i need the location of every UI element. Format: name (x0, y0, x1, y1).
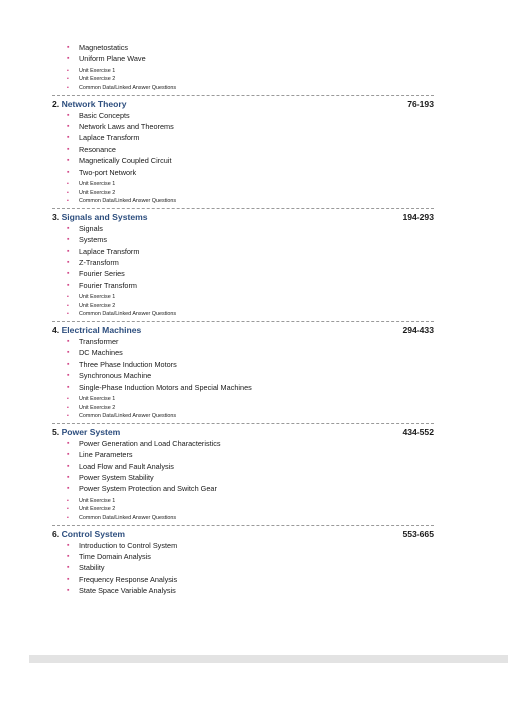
exercise-item[interactable] (67, 75, 434, 84)
chapter-title: Power System (61, 426, 121, 437)
topic-label: State Space Variable Analysis (79, 586, 176, 596)
topic-label: Magnetostatics (79, 43, 129, 52)
chapter-page-range: 553-665 (402, 528, 434, 539)
bullet-dot-icon: ▪ (67, 181, 69, 188)
topic-label: Network Laws and Theorems (79, 122, 174, 131)
bullet-dot-icon: ▪ (67, 485, 70, 493)
bullet-dot-icon: ▪ (67, 311, 69, 318)
chapter-section (52, 99, 434, 206)
chapter-topic-list (67, 110, 434, 178)
topic-item[interactable] (67, 257, 434, 268)
topic-item[interactable] (67, 359, 434, 370)
chapter-topic-list (67, 336, 434, 393)
bullet-dot-icon: ▪ (67, 338, 70, 346)
bullet-dot-icon: ▪ (67, 123, 70, 130)
topic-item[interactable] (67, 132, 434, 143)
exercise-label: Unit Exercise 1 (79, 181, 116, 188)
exercise-item[interactable] (67, 412, 434, 421)
topic-label: Fourier Transform (79, 280, 137, 290)
topic-label: Three Phase Induction Motors (79, 359, 177, 369)
chapter-topic-list (67, 438, 434, 495)
exercise-item[interactable] (67, 189, 434, 198)
topic-label: Uniform Plane Wave (79, 54, 146, 64)
topic-item[interactable] (67, 472, 434, 483)
topic-item[interactable] (67, 574, 434, 585)
bullet-dot-icon: ▪ (67, 404, 69, 411)
footer-bar (29, 655, 508, 663)
bullet-dot-icon: ▪ (67, 383, 70, 391)
bullet-dot-icon: ▪ (67, 67, 69, 74)
chapter-number: 5. (52, 426, 60, 437)
chapter-title-group (52, 325, 141, 336)
bullet-dot-icon: ▪ (67, 564, 70, 572)
chapter-page-range: 434-552 (402, 426, 434, 437)
topic-item[interactable] (67, 449, 434, 460)
topic-label: Single-Phase Induction Motors and Special Machines (79, 382, 252, 392)
chapter-topic-list (67, 223, 434, 291)
bullet-dot-icon: ▪ (67, 198, 69, 205)
bullet-dot-icon: ▪ (67, 224, 70, 232)
exercise-item[interactable] (67, 310, 434, 319)
chapter-title: Signals and Systems (61, 211, 148, 222)
topic-item[interactable] (67, 223, 434, 234)
bullet-dot-icon: ▪ (67, 349, 70, 357)
exercise-item[interactable] (67, 197, 434, 206)
exercise-item[interactable] (67, 497, 434, 506)
exercise-label: Unit Exercise 2 (79, 76, 116, 83)
topic-label: Transformer (79, 337, 119, 347)
bullet-dot-icon: ▪ (67, 236, 70, 244)
topic-label: Signals (79, 223, 103, 233)
topic-item[interactable] (67, 144, 434, 155)
topic-item[interactable] (67, 280, 434, 291)
bullet-dot-icon: ▪ (67, 302, 69, 309)
bullet-dot-icon: ▪ (67, 145, 70, 153)
exercise-label: Unit Exercise 2 (79, 302, 116, 309)
topic-label: Time Domain Analysis (79, 552, 151, 562)
topic-label: Resonance (79, 144, 116, 154)
dashed-divider (52, 321, 434, 322)
chapter-list (52, 95, 434, 597)
chapter-heading[interactable] (52, 427, 434, 438)
exercise-item[interactable] (67, 514, 434, 523)
chapter-exercise-list (67, 497, 434, 523)
topic-label: Power System Stability (79, 473, 154, 483)
bullet-dot-icon: ▪ (67, 541, 70, 549)
topic-item[interactable] (67, 461, 434, 472)
chapter-exercise-list (67, 395, 434, 421)
bullet-dot-icon: ▪ (67, 587, 70, 595)
topic-label: Fourier Series (79, 269, 125, 279)
chapter-title: Control System (61, 528, 126, 539)
bullet-dot-icon: ▪ (67, 360, 70, 368)
exercise-label: Unit Exercise 1 (79, 497, 116, 504)
bullet-dot-icon: ▪ (67, 474, 70, 482)
bullet-dot-icon: ▪ (67, 462, 70, 470)
chapter-section (52, 212, 434, 319)
intro-exercise-list (67, 67, 434, 93)
topic-item[interactable] (67, 167, 434, 178)
exercise-label: Unit Exercise 1 (79, 396, 116, 403)
chapter-title: Network Theory (61, 98, 127, 109)
topic-item[interactable] (67, 155, 434, 166)
topic-label: Introduction to Control System (79, 540, 178, 550)
topic-item[interactable] (67, 268, 434, 279)
topic-label: DC Machines (79, 348, 123, 358)
chapter-page-range: 76-193 (407, 98, 434, 109)
topic-label: Laplace Transform (79, 246, 140, 256)
bullet-dot-icon: ▪ (67, 553, 70, 561)
chapter-section (52, 529, 434, 597)
chapter-page-range: 194-293 (402, 211, 434, 222)
topic-label: Basic Concepts (79, 110, 130, 120)
bullet-dot-icon: ▪ (67, 134, 70, 142)
exercise-label: Unit Exercise 1 (79, 67, 116, 74)
exercise-label: Common Data/Linked Answer Questions (79, 413, 177, 420)
exercise-label: Common Data/Linked Answer Questions (79, 85, 177, 91)
bullet-dot-icon: ▪ (67, 259, 70, 267)
bullet-dot-icon: ▪ (67, 575, 70, 583)
bullet-dot-icon: ▪ (67, 168, 70, 176)
chapter-heading[interactable] (52, 212, 434, 223)
topic-item[interactable] (67, 347, 434, 358)
topic-label: Two-port Network (79, 167, 137, 177)
topic-item[interactable] (67, 562, 434, 573)
exercise-item[interactable] (67, 180, 434, 189)
exercise-label: Unit Exercise 2 (79, 506, 116, 513)
bullet-dot-icon: ▪ (67, 396, 69, 403)
exercise-label: Unit Exercise 1 (79, 294, 116, 301)
exercise-label: Common Data/Linked Answer Questions (79, 515, 177, 522)
bullet-dot-icon: ▪ (67, 281, 70, 289)
exercise-label: Common Data/Linked Answer Questions (79, 198, 177, 205)
intro-topic-list (67, 42, 434, 65)
bullet-dot-icon: ▪ (67, 189, 69, 196)
bullet-dot-icon: ▪ (67, 55, 70, 63)
topic-item[interactable] (67, 540, 434, 551)
bullet-dot-icon: ▪ (67, 451, 70, 459)
bullet-dot-icon: ▪ (67, 85, 69, 91)
topic-label: Systems (79, 235, 107, 245)
exercise-item[interactable] (67, 505, 434, 514)
chapter-title-group (52, 212, 148, 223)
exercise-label: Unit Exercise 2 (79, 189, 116, 196)
exercise-item[interactable] (67, 67, 434, 76)
chapter-exercise-list (67, 293, 434, 319)
topic-item[interactable] (67, 42, 434, 53)
chapter-exercise-list (67, 180, 434, 206)
dashed-divider (52, 208, 434, 209)
bullet-dot-icon: ▪ (67, 506, 69, 513)
topic-item[interactable] (67, 234, 434, 245)
chapter-topic-list (67, 540, 434, 597)
exercise-item[interactable] (67, 293, 434, 302)
bullet-dot-icon: ▪ (67, 372, 70, 380)
topic-item[interactable] (67, 110, 434, 121)
topic-label: Magnetically Coupled Circuit (79, 156, 172, 166)
bullet-dot-icon: ▪ (67, 439, 70, 447)
exercise-label: Unit Exercise 2 (79, 404, 116, 411)
chapter-title: Electrical Machines (61, 325, 142, 336)
topic-item[interactable] (67, 483, 434, 494)
topic-item[interactable] (67, 382, 434, 393)
chapter-page-range: 294-433 (402, 325, 434, 336)
chapter-title-group (52, 427, 120, 438)
bullet-dot-icon: ▪ (67, 247, 70, 255)
topic-label: Line Parameters (79, 450, 133, 460)
chapter-heading[interactable] (52, 99, 434, 110)
chapter-section (52, 325, 434, 421)
chapter-heading[interactable] (52, 529, 434, 540)
bullet-dot-icon: ▪ (67, 515, 69, 522)
chapter-number: 4. (52, 325, 60, 336)
bullet-dot-icon: ▪ (67, 76, 69, 83)
bullet-dot-icon: ▪ (67, 111, 70, 119)
chapter-title-group (52, 529, 125, 540)
chapter-section (52, 427, 434, 523)
exercise-item[interactable] (67, 395, 434, 404)
topic-label: Synchronous Machine (79, 371, 152, 381)
dashed-divider (52, 525, 434, 526)
exercise-label: Common Data/Linked Answer Questions (79, 311, 177, 318)
dashed-divider (52, 423, 434, 424)
exercise-item[interactable] (67, 84, 434, 93)
topic-label: Load Flow and Fault Analysis (79, 461, 174, 471)
chapter-number: 2. (52, 98, 60, 109)
topic-item[interactable] (67, 585, 434, 596)
bullet-dot-icon: ▪ (67, 497, 69, 504)
chapter-number: 6. (52, 528, 60, 539)
dashed-divider (52, 95, 434, 96)
bullet-dot-icon: ▪ (67, 413, 69, 420)
topic-label: Frequency Response Analysis (79, 574, 178, 584)
topic-item[interactable] (67, 336, 434, 347)
exercise-item[interactable] (67, 404, 434, 413)
chapter-heading[interactable] (52, 325, 434, 336)
topic-item[interactable] (67, 246, 434, 257)
chapter-title-group (52, 99, 127, 110)
topic-item[interactable] (67, 121, 434, 132)
exercise-item[interactable] (67, 302, 434, 311)
chapter-number: 3. (52, 211, 60, 222)
topic-label: Z-Transform (79, 258, 119, 268)
bullet-dot-icon: ▪ (67, 157, 70, 165)
topic-item[interactable] (67, 53, 434, 64)
bullet-dot-icon: ▪ (67, 44, 70, 51)
topic-item[interactable] (67, 551, 434, 562)
topic-item[interactable] (67, 438, 434, 449)
topic-label: Power System Protection and Switch Gear (79, 484, 217, 494)
bullet-dot-icon: ▪ (67, 270, 70, 278)
table-of-contents (52, 42, 434, 597)
topic-item[interactable] (67, 370, 434, 381)
topic-label: Stability (79, 563, 105, 573)
bullet-dot-icon: ▪ (67, 294, 69, 301)
topic-label: Laplace Transform (79, 133, 140, 143)
topic-label: Power Generation and Load Characteristics (79, 438, 221, 448)
